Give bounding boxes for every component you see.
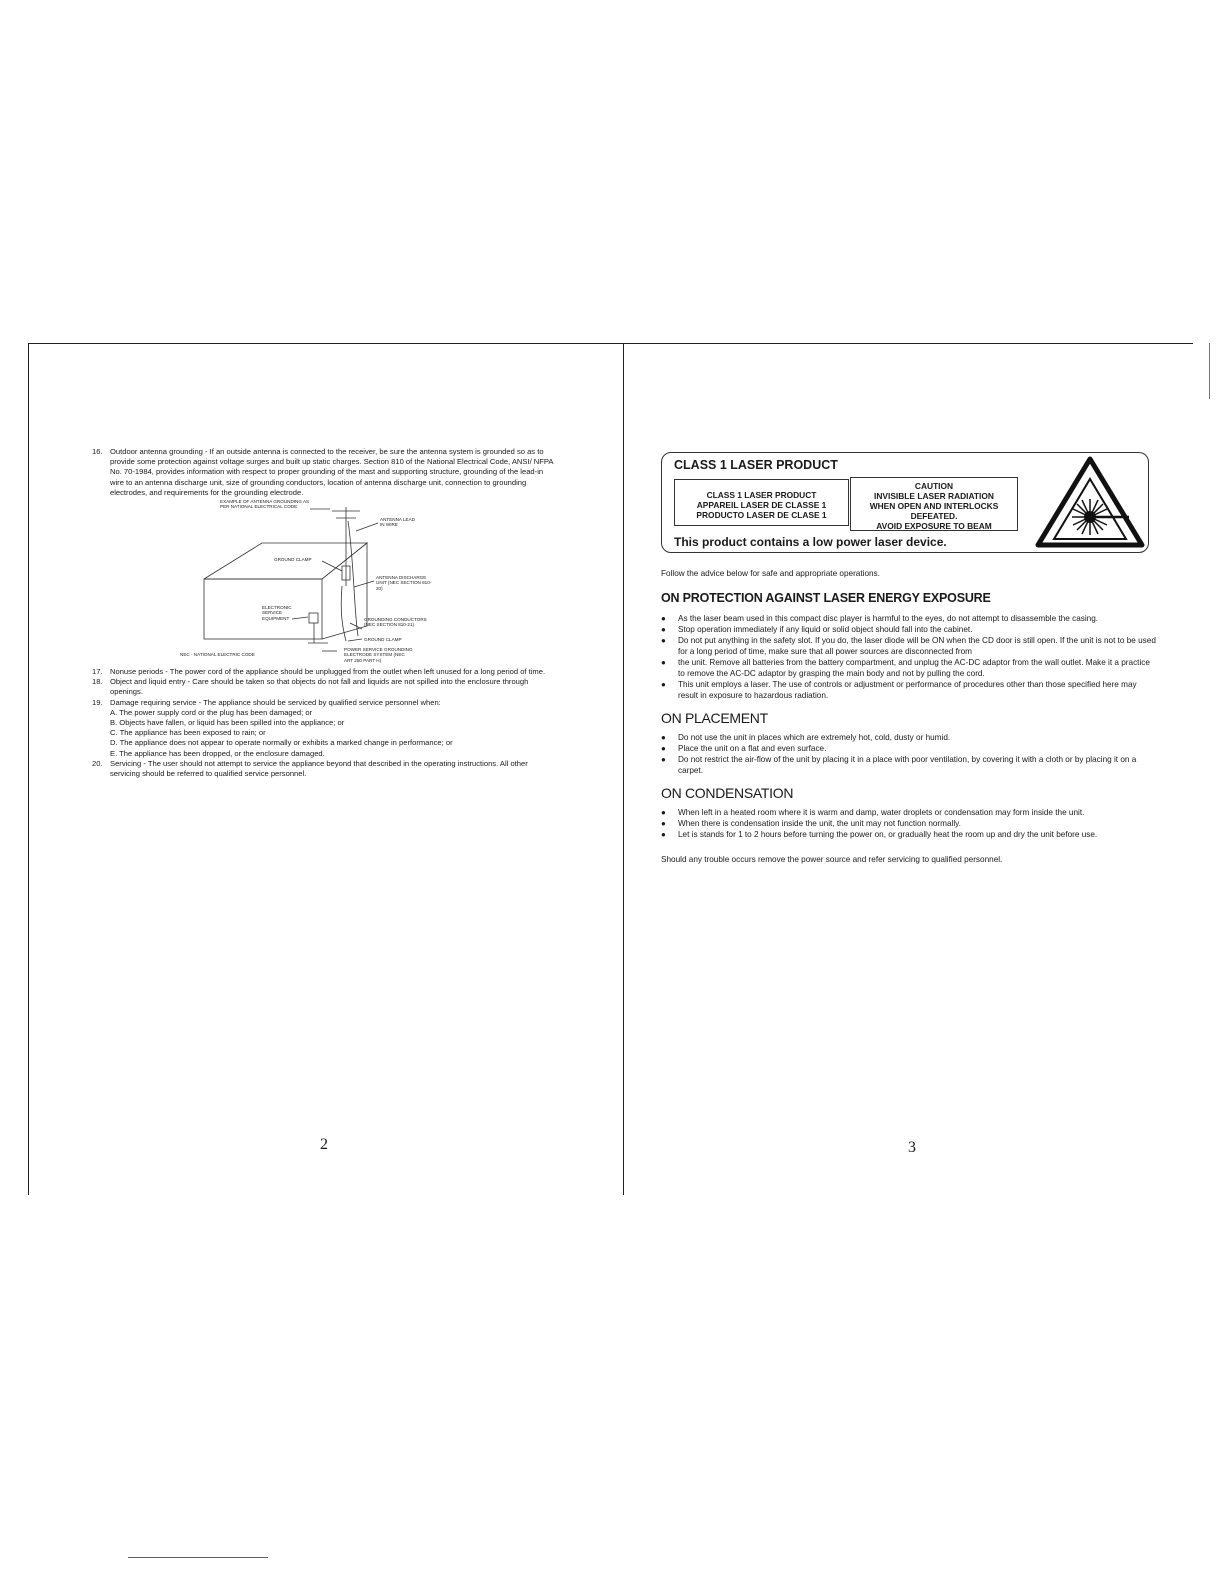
caution-line: INVISIBLE LASER RADIATION	[874, 491, 994, 501]
intro-text: Follow the advice below for safe and appropriate operations.	[661, 569, 880, 578]
laser-label-footer: This product contains a low power laser device.	[674, 535, 947, 549]
list-item: ● When there is condensation inside the unit, the unit may not function normally.	[661, 818, 1156, 829]
item-number: 17.	[92, 667, 103, 677]
caution-line: AVOID EXPOSURE TO BEAM	[876, 521, 992, 531]
sub-item-b: B. Objects have fallen, or liquid has been spilled into the appliance; or	[110, 718, 345, 728]
list-item: ● Let is stands for 1 to 2 hours before turning the power on, or gradually heat the room up and dry the unit before use.	[661, 829, 1156, 840]
caution-line: WHEN OPEN AND INTERLOCKS	[869, 501, 999, 511]
page-number-right: 3	[908, 1139, 916, 1156]
laser-class-line: APPAREIL LASER DE CLASSE 1	[696, 500, 827, 510]
list-item: ● As the laser beam used in this compact disc player is harmful to the eyes, do not attempt to disassemble the casing.	[661, 613, 1156, 624]
sub-item-e: E. The appliance has been dropped, or the enclosure damaged.	[110, 748, 325, 758]
laser-warning-icon	[1034, 455, 1146, 550]
laser-protection-list	[661, 613, 1156, 701]
caution-line: DEFEATED.	[910, 511, 958, 521]
right-page-content	[661, 568, 1156, 865]
sub-item-d: D. The appliance does not appear to operate normally or exhibits a marked change in performance; or	[110, 738, 453, 748]
item-text: Nonuse periods - The power cord of the appliance should be unplugged from the outlet when left unused for a long period of time.	[110, 667, 546, 677]
laser-class-line: PRODUCTO LASER DE CLASE 1	[696, 510, 827, 520]
label-grounding-conductors: GROUNDING CONDUCTORS (NEC SECTION 810-21)	[364, 617, 427, 628]
item-20	[92, 759, 557, 779]
item-number: 18.	[92, 677, 103, 687]
list-item: ● Place the unit on a flat and even surface.	[661, 743, 1156, 754]
laser-caution-box	[850, 477, 1018, 531]
label-discharge-unit: ANTENNA DISCHARGE UNIT (NEC SECTION 810-20)	[376, 575, 432, 591]
laser-class-box	[674, 479, 849, 526]
diagram-title: EXAMPLE OF ANTENNA GROUNDING AS PER NATIONAL ELECTRICAL CODE	[220, 499, 310, 510]
list-item: ● Stop operation immediately if any liquid or solid object should fall into the cabinet.	[661, 624, 1156, 635]
label-power-service: POWER SERVICE GROUNDING ELECTRODE SYSTEM (NEC ART 250 PART H)	[344, 647, 413, 663]
list-item: ● When left in a heated room where it is warm and damp, water droplets or condensation may form inside the unit.	[661, 807, 1156, 818]
item-17	[92, 667, 557, 677]
antenna-grounding-diagram	[92, 501, 557, 661]
placement-list	[661, 732, 1156, 776]
list-item: ● Do not put anything in the safety slot. If you do, the laser diode will be ON when the CD door is still open. If the unit is not to be used for a long period of time, make sure that all power sources are disconnected from	[661, 635, 1156, 657]
diagram-drawing	[92, 501, 557, 661]
laser-label-title: CLASS 1 LASER PRODUCT	[674, 458, 838, 472]
item-19	[92, 698, 557, 708]
item-text: Servicing - The user should not attempt to service the appliance beyond that described in the operating instructions. All other servicing should be referred to qualified service personnel.	[110, 758, 528, 779]
item-number: 19.	[92, 697, 103, 707]
right-edge-line	[1209, 343, 1210, 399]
list-item: ● the unit. Remove all batteries from the battery compartment, and unplug the AC-DC adaptor from the wall outlet. Make it a practice to remove the AC-DC adaptor by grasping the main body and not by pulling the cord.	[661, 657, 1156, 679]
laser-class-line: CLASS 1 LASER PRODUCT	[706, 490, 817, 500]
heading-placement: ON PLACEMENT	[661, 710, 768, 726]
item-18	[92, 677, 557, 697]
label-ground-clamp-top: GROUND CLAMP	[274, 557, 312, 563]
top-rule	[28, 343, 1193, 344]
bottom-link-line	[128, 1557, 268, 1558]
sub-item-c: C. The appliance has been exposed to rain; or	[110, 728, 266, 738]
laser-product-label	[661, 452, 1149, 553]
item-number: 20.	[92, 758, 103, 768]
label-ground-clamp-bottom: GROUND CLAMP	[364, 637, 402, 643]
item-number: 16.	[92, 447, 103, 456]
list-item: ● Do not use the unit in places which are extremely hot, cold, dusty or humid.	[661, 732, 1156, 743]
label-antenna-lead: ANTENNA LEAD IN WIRE	[380, 517, 415, 528]
list-item: ● Do not restrict the air-flow of the unit by placing it in a place with poor ventilation, by covering it with a cloth or by placing it on a carpet.	[661, 754, 1156, 776]
item-text: Object and liquid entry - Care should be taken so that objects do not fall and liquids are not spilled into the enclosure through openings.	[110, 677, 529, 697]
list-item: ● This unit employs a laser. The use of controls or adjustment or performance of procedures other than those specified here may result in exposure to hazardous radiation.	[661, 679, 1156, 701]
heading-condensation: ON CONDENSATION	[661, 785, 794, 801]
label-service-equipment: ELECTRONIC SERVICE EQUIPMENT	[262, 605, 292, 621]
item-text: Damage requiring service - The appliance should be serviced by qualified service personnel when:	[110, 697, 441, 707]
left-margin-line	[28, 343, 29, 1195]
heading-laser-protection: ON PROTECTION AGAINST LASER ENERGY EXPOSURE	[661, 591, 991, 605]
page-number-left: 2	[320, 1136, 328, 1153]
sub-item-a: A. The power supply cord or the plug has been damaged; or	[110, 707, 313, 717]
left-page-content	[92, 447, 557, 779]
center-fold-line	[623, 343, 624, 1195]
item-text: Outdoor antenna grounding - If an outside antenna is connected to the receiver, be sure the antenna system is grounded so as to provide some protection against voltage surges and built up static charges. Section 810 of the National Electrical Code, ANSI/ NFPA No. 70-1984, provides information with respect to proper grounding of the mast and supporting structure, grounding of the lead-in wire to an antenna discharge unit, size of grounding conductors, location of antenna discharge unit, connection to grounding electrodes, and requirements for the grounding electrode.	[110, 447, 554, 497]
label-nec: NEC - NATIONAL ELECTRIC CODE	[180, 652, 255, 658]
item-16	[92, 447, 557, 498]
caution-line: CAUTION	[914, 481, 954, 491]
closing-text: Should any trouble occurs remove the power source and refer servicing to qualified personnel.	[661, 855, 1003, 864]
condensation-list	[661, 807, 1156, 840]
